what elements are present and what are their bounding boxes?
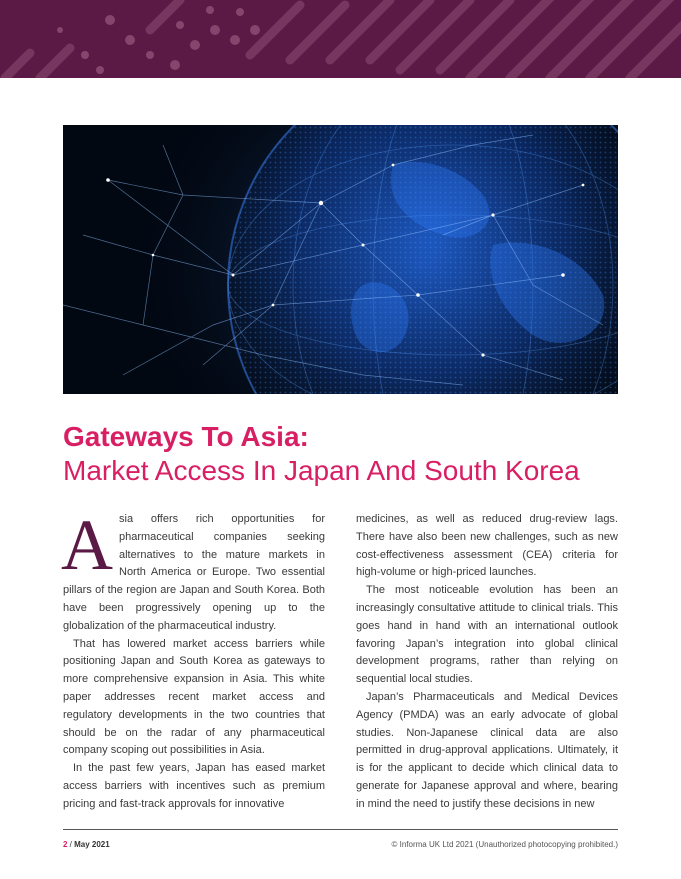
article-title: Gateways To Asia: [63, 421, 309, 452]
article-subtitle: Market Access In Japan And South Korea [63, 455, 580, 486]
globe-network-illustration [63, 125, 618, 394]
drop-cap: A [61, 505, 113, 585]
body-column-right [356, 511, 618, 814]
footer-page-info [63, 840, 110, 849]
body-paragraph: Japan’s Pharmaceuticals and Medical Devices Agency (PMDA) was an early advocate of global studies. Non-Japanese clinical data are also permitted in drug-approval applications. Ultimately, it is for the applicant to decide which clinical data to generate for Japanese approval and where, bearing in mind the need to justify these decisions in new [356, 690, 618, 810]
body-column-left [61, 505, 325, 814]
page-number: 2 [63, 840, 68, 849]
copyright-notice: © Informa UK Ltd 2021 (Unauthorized photocopying prohibited.) [391, 840, 618, 849]
body-paragraph: Asia offers rich opportunities for pharmaceutical companies seeking alternatives to the mature markets in North America or Europe. Two essential pillars of the region are Japan and South Korea. Both have been progressively opening up to the globalization of the pharmaceutical industry. [61, 505, 325, 632]
body-paragraph: That has lowered market access barriers while positioning Japan and South Korea as gateways to more comprehensive expansion in Asia. This white paper addresses recent market access and regulatory developments in the two countries that should be on the radar of any pharmaceutical company scoping out possibilities in Asia. [63, 637, 325, 757]
banner-pattern-graphic [0, 0, 681, 78]
issue-date: May 2021 [74, 840, 110, 849]
header-banner [0, 0, 681, 78]
footer-separator: / [67, 840, 75, 849]
body-paragraph: The most noticeable evolution has been an increasingly consultative attitude to clinical trials. This goes hand in hand with an international outlook favoring Japan’s integration into global clinical development programs, rather than relying on sequential local studies. [356, 584, 618, 686]
hero-image [63, 125, 618, 394]
footer-divider [63, 829, 618, 830]
body-paragraph: medicines, as well as reduced drug-review lags. There have also been new challenges, such as new cost-effectiveness assessment (CEA) criteria for high-volume or high-priced launches. [356, 513, 618, 579]
body-paragraph: In the past few years, Japan has eased market access barriers with incentives such as premium pricing and fast-track approvals for innovative [63, 762, 325, 810]
